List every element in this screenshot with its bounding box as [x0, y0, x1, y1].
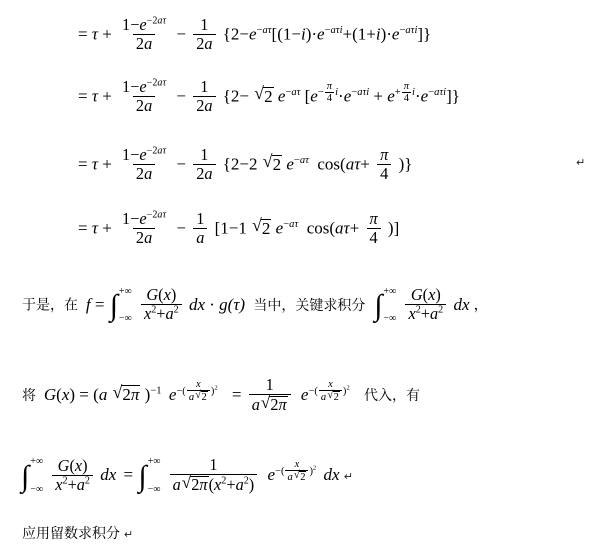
- dx-4: dx: [323, 465, 340, 485]
- paragraph-2-lead: 将: [22, 388, 36, 405]
- paragraph-2-tail: 代入，有: [363, 388, 420, 405]
- equation-line-3: = τ + $\frac{1-e^{-2a\tau}}{2a}$ − $\frac{1}{2a}$ {2−2 √ 2 $e^{-a\tau}$ cos(aτ+ $\frac{\pi}{4}$ )}: [78, 148, 412, 184]
- sqrt-4: √ 2: [252, 219, 271, 237]
- paragraph-4-text: 应用留数求积分: [22, 526, 120, 542]
- paragraph-mark-1: ↵: [576, 156, 586, 169]
- paragraph-1: [22, 285, 488, 325]
- paragraph-3: ∫ +∞ −∞ $\frac{G(x)}{x^2+a^2}$ dx = ∫ +∞ −∞ $\frac{1}{a √ 2\pi(x^2+a^2)}$ $e^{-( \frac{x}{a √ 2} )^2}$ dx ↵: [20, 458, 353, 495]
- sqrt-3: √ 2: [263, 155, 282, 173]
- dx-2: dx: [453, 294, 470, 314]
- integral-1-upper: +∞: [118, 285, 132, 297]
- paragraph-4: [22, 523, 133, 543]
- fraction-p3-rhs: $\frac{1}{a √ 2\pi(x^2+a^2)}$: [170, 457, 258, 494]
- integral-1: ∫ +∞ −∞: [109, 285, 132, 325]
- integral-1-lower: −∞: [118, 313, 132, 325]
- paragraph-1-lead: 于是，在: [22, 297, 78, 314]
- paragraph-mark-3: ↵: [123, 528, 134, 541]
- paragraph-1-comma: ，: [473, 297, 488, 314]
- fraction-p3-lhs: $\frac{G(x)}{x^2+a^2}$: [52, 458, 93, 494]
- paragraph-mark-2: ↵: [343, 470, 354, 484]
- equation-line-4: = τ + $\frac{1-e^{-2a\tau}}{2a}$ − $\frac{1}{a}$ [1−1 √ 2 $e^{-a\tau}$ cos(aτ+ $\frac{\pi}{4}$ )]: [78, 212, 399, 248]
- fraction-3b: $\frac{1}{2a}$: [193, 147, 215, 183]
- fraction-p1b: $\frac{G(x)}{x^2+a^2}$: [405, 287, 446, 323]
- fraction-1a: $\frac{1-e^{-2a\tau}}{2a}$: [122, 15, 167, 54]
- dx-1: dx: [188, 294, 205, 314]
- fraction-p1a: $\frac{G(x)}{x^2+a^2}$: [141, 287, 182, 323]
- integral-3: ∫ +∞ −∞: [21, 456, 43, 495]
- dx-3: dx: [100, 465, 117, 485]
- g-tau: g(τ): [219, 294, 246, 314]
- sqrt-2pi-a: √ 2π: [113, 385, 141, 403]
- fraction-1b: $\frac{1}{2a}$: [193, 17, 215, 53]
- integral-3-lower: −∞: [30, 483, 43, 495]
- fraction-p2: $\frac{1}{a √ 2\pi}$: [249, 377, 291, 414]
- fraction-3a: $\frac{1-e^{-2a\tau}}{2a}$: [122, 145, 167, 184]
- fraction-3c: $\frac{\pi}{4}$: [377, 147, 391, 183]
- integral-2: ∫ +∞ −∞: [374, 285, 397, 325]
- fraction-2b: $\frac{1}{2a}$: [193, 79, 215, 115]
- fraction-4a: $\frac{1-e^{-2a\tau}}{2a}$: [122, 209, 167, 248]
- paragraph-2: 将 G(x) = (a √ 2π )$^{-1}$ $e^{-( \frac{x}{a √ 2} )^2}$ = $\frac{1}{a √ 2\pi}$ $e^{-( \frac{x}{a √ 2} )^2}$ 代入，有: [22, 378, 420, 415]
- equation-line-1: = τ + $\frac{1-e^{-2a\tau}}{2a}$ − $\frac{1}{2a}$ $\{2-e^{-a\tau}[(1-i)\cdot e^{-a\tau i}+(1+i)\cdot e^{-a\tau i}]\}$: [78, 15, 432, 54]
- integral-3-upper: +∞: [30, 456, 43, 468]
- integral-4: ∫ +∞ −∞: [138, 456, 161, 495]
- equation-line-2: = τ + $\frac{1-e^{-2a\tau}}{2a}$ − $\frac{1}{2a}$ {2− √ 2 $e^{-a\tau}$ $[e^{- \frac{\pi}{4} i}\cdot e^{-a\tau i} + e^{+ \frac{\pi}{4} i}\cdot e^{-a\tau i}]$}: [78, 80, 460, 116]
- integral-4-upper: +∞: [147, 456, 161, 468]
- symbol-f: f: [85, 294, 91, 314]
- fraction-2a: $\frac{1-e^{-2a\tau}}{2a}$: [122, 77, 167, 116]
- equals-3: =: [123, 465, 134, 485]
- integral-4-lower: −∞: [147, 483, 161, 495]
- fraction-4b: $\frac{1}{a}$: [193, 211, 207, 247]
- dot-1: ·: [209, 294, 215, 314]
- sqrt-2: √ 2: [254, 87, 273, 105]
- paragraph-1-middle: 当中，关键求积分: [253, 297, 366, 314]
- fraction-4c: $\frac{\pi}{4}$: [366, 211, 380, 247]
- integral-2-upper: +∞: [383, 285, 397, 297]
- equals-1: =: [94, 294, 105, 314]
- integral-2-lower: −∞: [383, 313, 397, 325]
